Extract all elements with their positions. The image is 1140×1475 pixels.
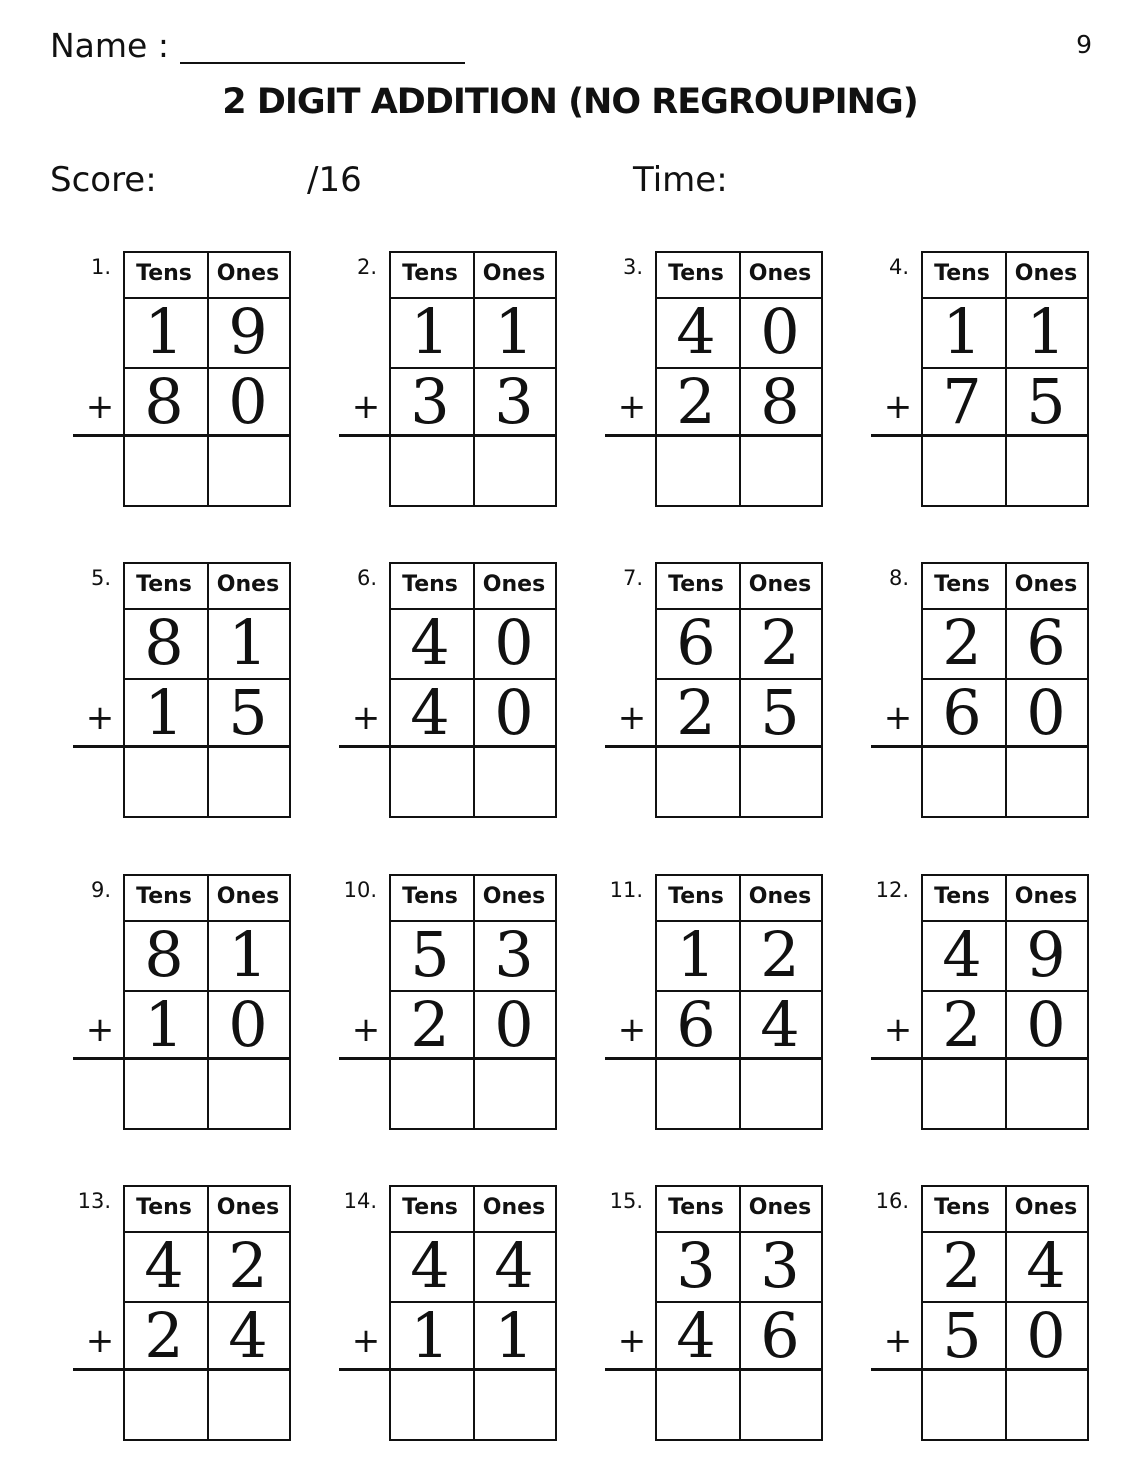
answer-tens-box[interactable] <box>657 1059 739 1127</box>
bottom-ones-digit: 3 <box>494 365 534 438</box>
top-ones-digit: 4 <box>1026 1229 1066 1302</box>
plus-sign: + <box>617 387 647 427</box>
problem-number: 11. <box>609 878 643 902</box>
addition-problem <box>605 251 845 511</box>
score-total: /16 <box>307 160 362 200</box>
plus-sign: + <box>351 698 381 738</box>
top-ones-digit: 3 <box>494 918 534 991</box>
ones-header: Ones <box>216 572 280 597</box>
top-tens-digit: 4 <box>676 295 716 368</box>
tens-header: Tens <box>668 261 724 286</box>
tens-header: Tens <box>934 1195 990 1220</box>
bottom-ones-digit: 5 <box>760 676 800 749</box>
top-tens-digit: 1 <box>410 295 450 368</box>
plus-sign: + <box>617 1321 647 1361</box>
top-tens-digit: 4 <box>144 1229 184 1302</box>
addition-problem <box>871 251 1111 511</box>
bottom-tens-digit: 1 <box>144 988 184 1061</box>
plus-sign: + <box>617 698 647 738</box>
bottom-ones-digit: 0 <box>1026 676 1066 749</box>
answer-tens-box[interactable] <box>391 747 473 815</box>
answer-ones-box[interactable] <box>740 436 822 504</box>
problem-number: 8. <box>888 566 909 590</box>
problem-number: 14. <box>343 1189 377 1213</box>
problem-number: 16. <box>875 1189 909 1213</box>
problem-number: 10. <box>343 878 377 902</box>
answer-tens-box[interactable] <box>125 1370 207 1438</box>
addition-problem <box>339 562 579 822</box>
top-tens-digit: 6 <box>676 606 716 679</box>
addition-problem <box>73 1185 313 1445</box>
tens-header: Tens <box>136 572 192 597</box>
answer-ones-box[interactable] <box>208 1370 290 1438</box>
plus-sign: + <box>883 387 913 427</box>
addition-problem <box>339 251 579 511</box>
tens-header: Tens <box>136 884 192 909</box>
ones-header: Ones <box>748 261 812 286</box>
tens-header: Tens <box>136 1195 192 1220</box>
top-ones-digit: 1 <box>494 295 534 368</box>
problem-number: 13. <box>77 1189 111 1213</box>
bottom-ones-digit: 5 <box>1026 365 1066 438</box>
addition-problem <box>605 562 845 822</box>
addition-problem <box>871 874 1111 1134</box>
top-tens-digit: 2 <box>942 1229 982 1302</box>
answer-tens-box[interactable] <box>125 436 207 504</box>
top-ones-digit: 2 <box>228 1229 268 1302</box>
addition-problem <box>871 1185 1111 1445</box>
top-tens-digit: 4 <box>942 918 982 991</box>
bottom-tens-digit: 2 <box>410 988 450 1061</box>
ones-header: Ones <box>1014 261 1078 286</box>
bottom-ones-digit: 0 <box>494 676 534 749</box>
top-ones-digit: 1 <box>228 606 268 679</box>
top-tens-digit: 5 <box>410 918 450 991</box>
bottom-ones-digit: 0 <box>228 365 268 438</box>
name-input-line[interactable] <box>180 62 465 64</box>
answer-ones-box[interactable] <box>474 1059 556 1127</box>
bottom-ones-digit: 5 <box>228 676 268 749</box>
addition-problem <box>73 874 313 1134</box>
ones-header: Ones <box>748 572 812 597</box>
top-tens-digit: 8 <box>144 918 184 991</box>
problem-number: 6. <box>356 566 377 590</box>
time-label: Time: <box>633 160 728 200</box>
top-tens-digit: 1 <box>676 918 716 991</box>
bottom-ones-digit: 0 <box>1026 988 1066 1061</box>
bottom-tens-digit: 6 <box>676 988 716 1061</box>
top-tens-digit: 3 <box>676 1229 716 1302</box>
plus-sign: + <box>351 1010 381 1050</box>
ones-header: Ones <box>482 572 546 597</box>
plus-sign: + <box>85 387 115 427</box>
problem-number: 5. <box>90 566 111 590</box>
top-ones-digit: 1 <box>1026 295 1066 368</box>
answer-ones-box[interactable] <box>1006 1059 1088 1127</box>
top-ones-digit: 2 <box>760 918 800 991</box>
top-ones-digit: 1 <box>228 918 268 991</box>
score-label: Score: <box>50 160 157 200</box>
tens-header: Tens <box>668 572 724 597</box>
tens-header: Tens <box>934 572 990 597</box>
tens-header: Tens <box>668 1195 724 1220</box>
bottom-ones-digit: 8 <box>760 365 800 438</box>
top-ones-digit: 4 <box>494 1229 534 1302</box>
problem-number: 15. <box>609 1189 643 1213</box>
tens-header: Tens <box>402 1195 458 1220</box>
problem-number: 4. <box>888 255 909 279</box>
top-tens-digit: 4 <box>410 606 450 679</box>
tens-header: Tens <box>402 572 458 597</box>
tens-header: Tens <box>402 884 458 909</box>
tens-header: Tens <box>136 261 192 286</box>
addition-problem <box>73 562 313 822</box>
bottom-tens-digit: 2 <box>942 988 982 1061</box>
bottom-ones-digit: 4 <box>228 1299 268 1372</box>
bottom-tens-digit: 1 <box>410 1299 450 1372</box>
addition-problem <box>73 251 313 511</box>
plus-sign: + <box>617 1010 647 1050</box>
answer-ones-box[interactable] <box>474 436 556 504</box>
answer-ones-box[interactable] <box>1006 436 1088 504</box>
ones-header: Ones <box>1014 1195 1078 1220</box>
tens-header: Tens <box>934 261 990 286</box>
top-tens-digit: 2 <box>942 606 982 679</box>
plus-sign: + <box>883 1010 913 1050</box>
answer-tens-box[interactable] <box>657 436 739 504</box>
top-tens-digit: 1 <box>144 295 184 368</box>
addition-problem <box>605 1185 845 1445</box>
tens-header: Tens <box>934 884 990 909</box>
top-ones-digit: 2 <box>760 606 800 679</box>
answer-ones-box[interactable] <box>208 1059 290 1127</box>
bottom-tens-digit: 1 <box>144 676 184 749</box>
bottom-tens-digit: 5 <box>942 1299 982 1372</box>
top-ones-digit: 9 <box>228 295 268 368</box>
top-tens-digit: 4 <box>410 1229 450 1302</box>
plus-sign: + <box>883 1321 913 1361</box>
plus-sign: + <box>85 698 115 738</box>
top-ones-digit: 9 <box>1026 918 1066 991</box>
problem-number: 12. <box>875 878 909 902</box>
top-tens-digit: 8 <box>144 606 184 679</box>
plus-sign: + <box>85 1010 115 1050</box>
tens-header: Tens <box>668 884 724 909</box>
answer-ones-box[interactable] <box>1006 1370 1088 1438</box>
answer-ones-box[interactable] <box>208 747 290 815</box>
page-number: 9 <box>1076 30 1092 59</box>
bottom-tens-digit: 2 <box>676 676 716 749</box>
name-label: Name : <box>50 26 169 65</box>
problem-number: 1. <box>90 255 111 279</box>
answer-ones-box[interactable] <box>740 747 822 815</box>
addition-problem <box>605 874 845 1134</box>
ones-header: Ones <box>748 1195 812 1220</box>
top-tens-digit: 1 <box>942 295 982 368</box>
tens-header: Tens <box>402 261 458 286</box>
answer-ones-box[interactable] <box>740 1370 822 1438</box>
bottom-tens-digit: 7 <box>942 365 982 438</box>
answer-tens-box[interactable] <box>923 1370 1005 1438</box>
ones-header: Ones <box>216 1195 280 1220</box>
answer-tens-box[interactable] <box>125 1059 207 1127</box>
answer-ones-box[interactable] <box>474 1370 556 1438</box>
plus-sign: + <box>351 1321 381 1361</box>
plus-sign: + <box>351 387 381 427</box>
top-ones-digit: 0 <box>494 606 534 679</box>
ones-header: Ones <box>482 1195 546 1220</box>
addition-problem <box>871 562 1111 822</box>
top-ones-digit: 3 <box>760 1229 800 1302</box>
problem-number: 9. <box>90 878 111 902</box>
answer-tens-box[interactable] <box>125 747 207 815</box>
problem-number: 2. <box>356 255 377 279</box>
answer-ones-box[interactable] <box>474 747 556 815</box>
ones-header: Ones <box>482 884 546 909</box>
page-title: 2 DIGIT ADDITION (NO REGROUPING) <box>222 82 918 122</box>
answer-tens-box[interactable] <box>923 747 1005 815</box>
answer-tens-box[interactable] <box>657 747 739 815</box>
answer-ones-box[interactable] <box>740 1059 822 1127</box>
top-ones-digit: 6 <box>1026 606 1066 679</box>
bottom-tens-digit: 4 <box>410 676 450 749</box>
answer-tens-box[interactable] <box>657 1370 739 1438</box>
addition-problem <box>339 874 579 1134</box>
addition-problem <box>339 1185 579 1445</box>
ones-header: Ones <box>482 261 546 286</box>
bottom-tens-digit: 4 <box>676 1299 716 1372</box>
bottom-ones-digit: 4 <box>760 988 800 1061</box>
ones-header: Ones <box>1014 884 1078 909</box>
plus-sign: + <box>883 698 913 738</box>
bottom-tens-digit: 2 <box>144 1299 184 1372</box>
answer-tens-box[interactable] <box>923 436 1005 504</box>
bottom-ones-digit: 0 <box>494 988 534 1061</box>
top-ones-digit: 0 <box>760 295 800 368</box>
ones-header: Ones <box>1014 572 1078 597</box>
bottom-tens-digit: 8 <box>144 365 184 438</box>
bottom-ones-digit: 1 <box>494 1299 534 1372</box>
answer-ones-box[interactable] <box>1006 747 1088 815</box>
plus-sign: + <box>85 1321 115 1361</box>
bottom-ones-digit: 0 <box>1026 1299 1066 1372</box>
answer-tens-box[interactable] <box>923 1059 1005 1127</box>
bottom-tens-digit: 6 <box>942 676 982 749</box>
ones-header: Ones <box>748 884 812 909</box>
ones-header: Ones <box>216 884 280 909</box>
answer-tens-box[interactable] <box>391 1059 473 1127</box>
ones-header: Ones <box>216 261 280 286</box>
bottom-ones-digit: 6 <box>760 1299 800 1372</box>
bottom-tens-digit: 3 <box>410 365 450 438</box>
problem-number: 7. <box>622 566 643 590</box>
answer-ones-box[interactable] <box>208 436 290 504</box>
answer-tens-box[interactable] <box>391 436 473 504</box>
answer-tens-box[interactable] <box>391 1370 473 1438</box>
bottom-tens-digit: 2 <box>676 365 716 438</box>
problem-number: 3. <box>622 255 643 279</box>
bottom-ones-digit: 0 <box>228 988 268 1061</box>
